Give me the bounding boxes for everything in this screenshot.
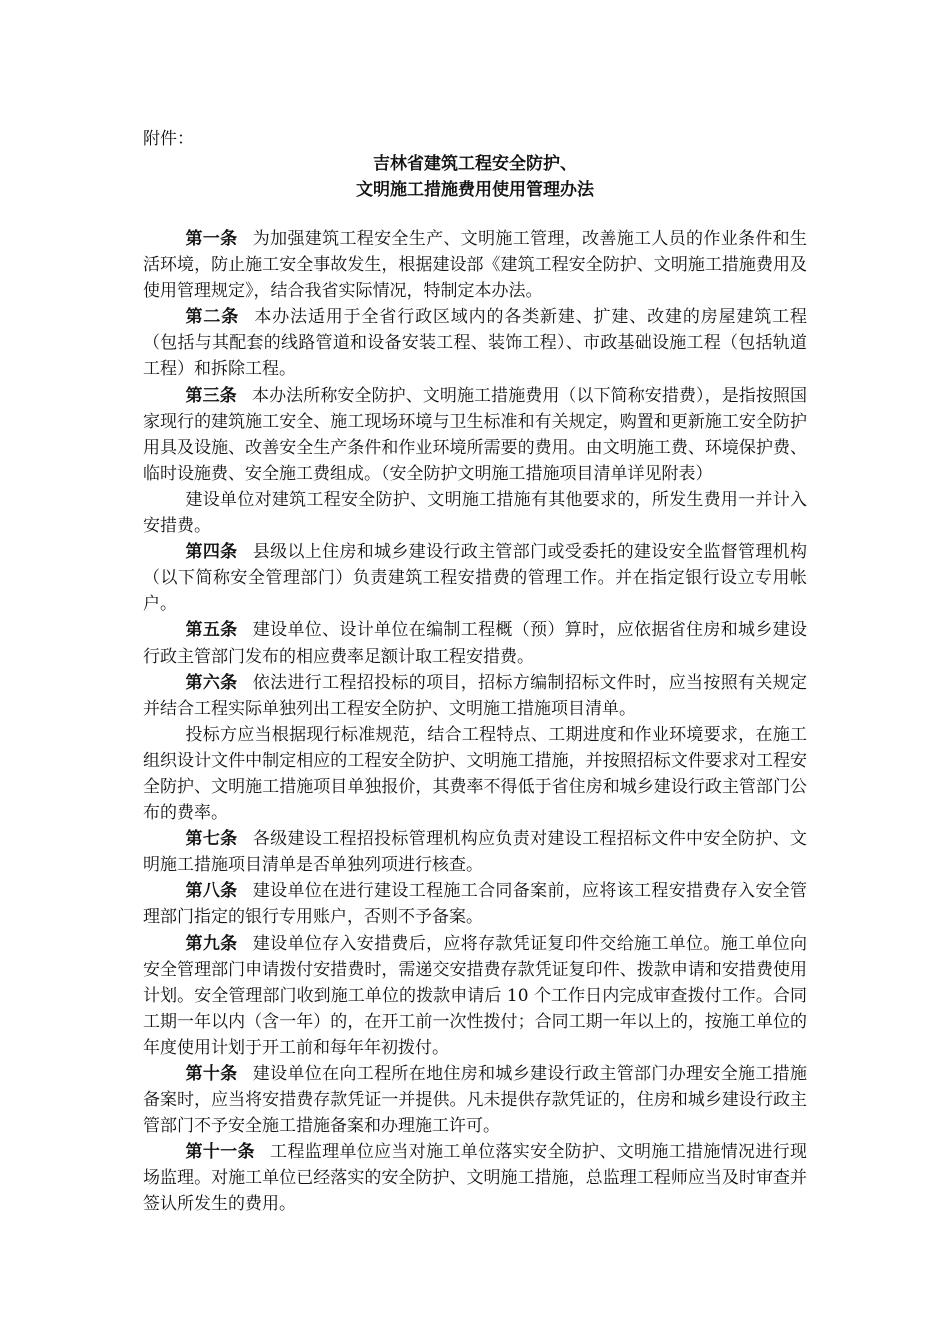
article-text: 工程监理单位应当对施工单位落实安全防护、文明施工措施情况进行现场监理。对施工单位已经落实的安全防护、文明施工措施，总监理工程师应当及时审查并签认所发生的费用。 xyxy=(143,1142,808,1215)
article-text: 投标方应当根据现行标准规范，结合工程特点、工期进度和作业环境要求，在施工组织设计文件中制定相应的工程安全防护、文明施工措施，并按照招标文件要求对工程安全防护、文明施工措施项目单独报价，其费率不得低于省住房和城乡建设行政主管部门公布的费率。 xyxy=(143,724,807,824)
article-label: 第九条 xyxy=(185,933,238,954)
article-label: 第六条 xyxy=(185,672,238,693)
article-text: 为加强建筑工程安全生产、文明施工管理，改善施工人员的作业条件和生活环境，防止施工安全事故发生，根据建设部《建筑工程安全防护、文明施工措施费用及使用管理规定》，结合我省实际情况，特制定本办法。 xyxy=(143,229,808,302)
article-3 xyxy=(143,383,807,487)
article-9 xyxy=(143,931,807,1061)
article-11 xyxy=(143,1139,807,1217)
article-label: 第十条 xyxy=(185,1064,238,1084)
article-2 xyxy=(143,304,807,382)
article-text: 建设单位在进行建设工程施工合同备案前，应将该工程安措费存入安全管理部门指定的银行专用账户，否则不予备案。 xyxy=(143,881,808,928)
article-label: 第七条 xyxy=(185,829,238,850)
article-text: 依法进行工程招投标的项目，招标方编制招标文件时，应当按照有关规定并结合工程实际单独列出工程安全防护、文明施工措施项目清单。 xyxy=(143,672,808,719)
article-text: 建设单位、设计单位在编制工程概（预）算时，应依据省住房和城乡建设行政主管部门发布的相应费率足额计取工程安措费。 xyxy=(143,620,808,667)
article-6 xyxy=(143,670,807,722)
article-text: 各级建设工程招投标管理机构应负责对建设工程招标文件中安全防护、文明施工措施项目清单是否单独列项进行核查。 xyxy=(143,829,808,876)
article-text: 县级以上住房和城乡建设行政主管部门或受委托的建设安全监督管理机构（以下简称安全管理部门）负责建筑工程安措费的管理工作。并在指定银行设立专用帐户。 xyxy=(143,542,808,615)
document-title-line2: 文明施工措施费用使用管理办法 xyxy=(356,180,594,200)
article-text: 建设单位存入安措费后，应将存款凭证复印件交给施工单位。施工单位向安全管理部门申请拨付安措费时，需递交安措费存款凭证复印件、拨款申请和安措费使用计划。安全管理部门收到施工单位的拨款申请后 10 个工作日内完成审查拨付工作。合同工期一年以内（含一年）的，在开工前一次性拨付；合同工期一年以上的，按施工单位的年度使用计划于开工前和每年年初拨付。 xyxy=(143,933,808,1058)
article-4 xyxy=(143,539,807,617)
document-body xyxy=(143,226,807,1218)
article-label: 第十一条 xyxy=(185,1142,255,1163)
article-5 xyxy=(143,617,807,669)
article-6-continuation xyxy=(143,722,807,826)
article-label: 第四条 xyxy=(185,542,238,563)
article-8 xyxy=(143,878,807,930)
article-text: 建设单位对建筑工程安全防护、文明施工措施有其他要求的，所发生费用一并计入安措费。 xyxy=(143,489,807,537)
article-label: 第八条 xyxy=(185,881,238,902)
article-7 xyxy=(143,826,807,878)
article-label: 第二条 xyxy=(185,307,240,328)
article-text: 本办法适用于全省行政区域内的各类新建、扩建、改建的房屋建筑工程（包括与其配套的线路管道和设备安装工程、装饰工程）、市政基础设施工程（包括轨道工程）和拆除工程。 xyxy=(143,307,808,380)
article-1 xyxy=(143,226,807,304)
article-label: 第一条 xyxy=(185,229,238,249)
article-10 xyxy=(143,1061,807,1139)
article-label: 第三条 xyxy=(185,385,237,406)
article-label: 第五条 xyxy=(185,620,238,641)
article-text: 建设单位在向工程所在地住房和城乡建设行政主管部门办理安全施工措施备案时，应当将安措费存款凭证一并提供。凡未提供存款凭证的，住房和城乡建设行政主管部门不予安全施工措施备案和办理施工许可。 xyxy=(143,1064,808,1137)
document-title-line1: 吉林省建筑工程安全防护、 xyxy=(373,154,577,174)
article-3-continuation xyxy=(143,487,807,539)
article-text: 本办法所称安全防护、文明施工措施费用（以下简称安措费），是指按照国家现行的建筑施工安全、施工现场环境与卫生标准和有关规定，购置和更新施工安全防护用具及设施、改善安全生产条件和作业环境所需要的费用。由文明施工费、环境保护费、临时设施费、安全施工费组成。（安全防护文明施工措施项目清单详见附表） xyxy=(143,385,808,484)
attachment-label: 附件： xyxy=(143,129,194,149)
